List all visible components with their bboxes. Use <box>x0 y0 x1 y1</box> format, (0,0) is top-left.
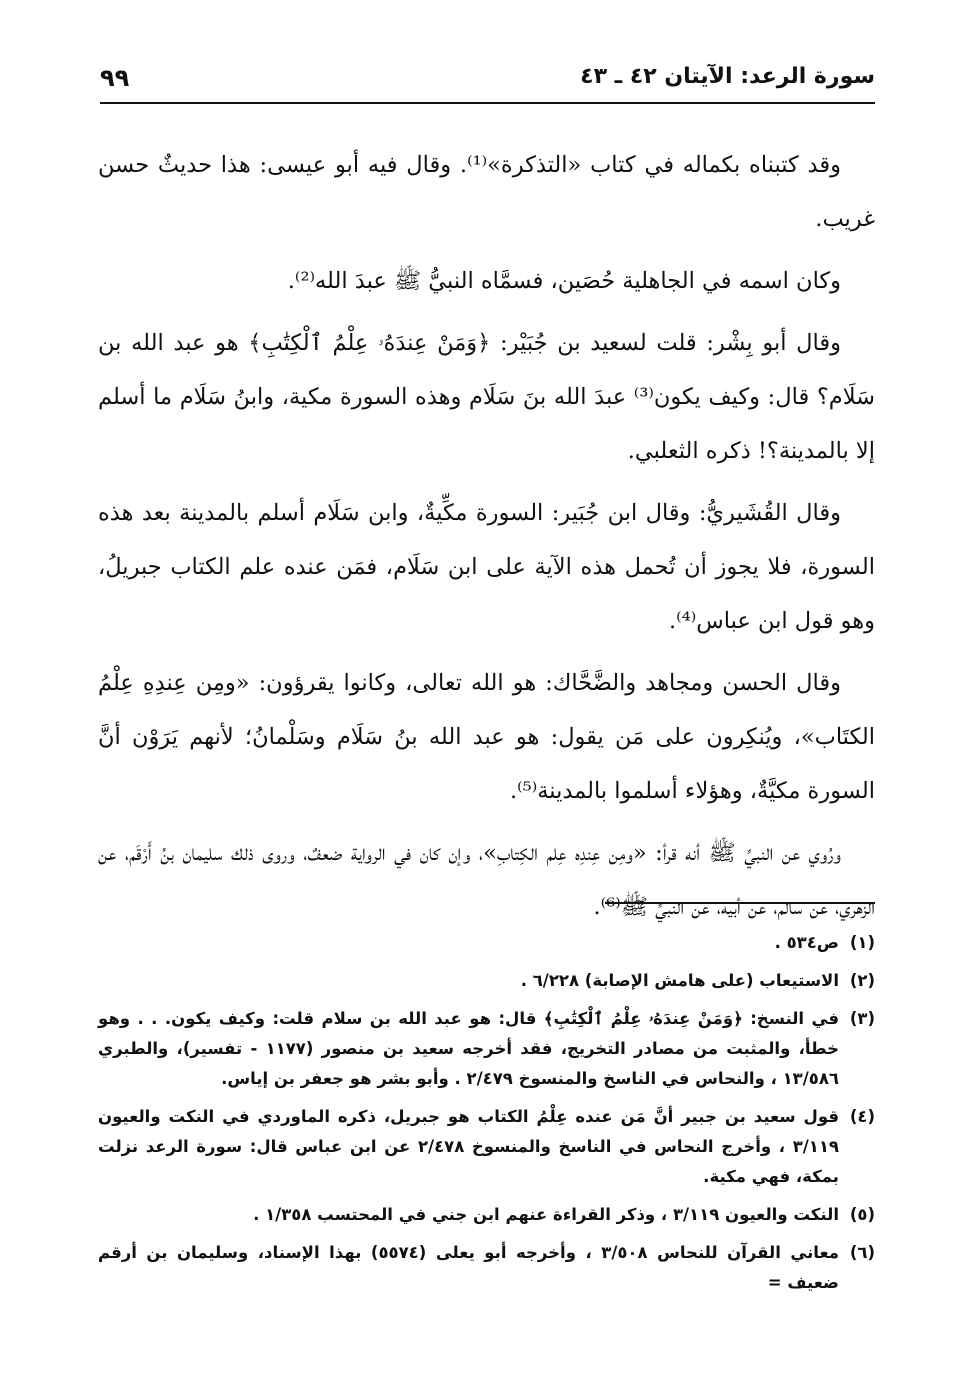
footnote-number: (١) <box>849 933 875 952</box>
paragraph: وقال أبو بِشْر: قلت لسعيد بن جُبَيْر: ﴿وَمَنْ عِندَهُۥ عِلْمُ ٱلْكِتَٰبِ﴾ هو عبد الله بن سَلَام؟ قال: وكيف يكون⁽³⁾ عبدَ الله بنَ سَلَام وهذه السورة مكية، وابنُ سَلَام ما أسلم إلا بالمدينة؟! ذكره الثعلبي. <box>98 330 876 464</box>
footnote-text: الاستيعاب (على هامش الإصابة) ٦/٢٢٨ . <box>520 971 839 990</box>
paragraph: ورُوي عن النبيِّ ﷺ أنه قرأ: «ومِن عِندِه عِلم الكِتابِ»، وإن كان في الرواية ضعفٌ، وروى ذلك سليمان بنُ أَرْقَم، عن الزهري، عن سالم، عن أبيه، عن النبيِّ ﷺ⁽⁶⁾. <box>98 840 875 920</box>
page-header <box>100 62 875 104</box>
footnote-text: في النسخ: ﴿وَمَنْ عِندَهُۥ عِلْمُ ٱلْكِتَٰبِ﴾ قال: هو عبد الله بن سلام قلت: وكيف يكون. . . وهو خطأ، والمثبت من مصادر التخريج، فقد أخرجه سعيد بن منصور (١١٧٧ - تفسير)، والطبري ١٣/٥٨٦ ، والنحاس في الناسخ والمنسوخ ٢/٤٧٩ . وأبو بشر هو جعفر بن إياس. <box>98 1009 839 1088</box>
paragraph: وقد كتبناه بكماله في كتاب «التذكرة»⁽¹⁾. وقال فيه أبو عيسى: هذا حديثٌ حسن غريب. <box>98 152 875 232</box>
footnote-text: النكت والعيون ٣/١١٩ ، وذكر القراءة عنهم ابن جني في المحتسب ١/٣٥٨ . <box>253 1205 839 1224</box>
paragraph: وقال القُشَيريُّ: وقال ابن جُبَير: السورة مكِّيةٌ، وابن سَلَام أسلم بالمدينة بعد هذه السورة، فلا يجوز أن تُحمل هذه الآية على ابن سَلَام، فمَن عنده علم الكتاب جبريلُ، وهو قول ابن عباس⁽⁴⁾. <box>98 500 875 634</box>
footnote <box>98 1200 875 1230</box>
footnote-number: (٤) <box>849 1107 875 1126</box>
footnote-number: (٥) <box>849 1205 875 1224</box>
footnote <box>98 928 875 958</box>
footnote-divider <box>605 902 875 904</box>
footnote <box>98 1238 875 1298</box>
paragraph: وقال الحسن ومجاهد والضَّحَّاك: هو الله تعالى، وكانوا يقرؤون: «ومِن عِندِهِ عِلْمُ الكتَاب»، ويُنكِرون على مَن يقول: هو عبد الله بنُ سَلَام وسَلْمانُ؛ لأنهم يَرَوْن أنَّ السورة مكيَّةٌ، وهؤلاء أسلموا بالمدينة⁽⁵⁾. <box>98 670 875 804</box>
footnote <box>98 1004 875 1094</box>
footnote <box>98 966 875 996</box>
footnote-number: (٢) <box>849 971 875 990</box>
footnote-number: (٣) <box>849 1009 875 1028</box>
paragraph: وكان اسمه في الجاهلية حُصَين، فسمَّاه النبيُّ ﷺ عبدَ الله⁽²⁾. <box>287 268 841 294</box>
main-text <box>98 138 875 942</box>
footnote-text: معاني القرآن للنحاس ٣/٥٠٨ ، وأخرجه أبو يعلى (٥٥٧٤) بهذا الإسناد، وسليمان بن أرقم ضعيف = <box>98 1243 839 1292</box>
footnote-number: (٦) <box>849 1243 875 1262</box>
page-number: ٩٩ <box>100 64 130 92</box>
footnote-text: ص٥٣٤ . <box>774 933 839 952</box>
footnote <box>98 1102 875 1192</box>
footnotes <box>98 928 875 1306</box>
running-title: سورة الرعد: الآيتان ٤٢ ـ ٤٣ <box>580 64 875 89</box>
footnote-text: قول سعيد بن جبير أنَّ مَن عنده عِلْمُ الكتاب هو جبريل، ذكره الماوردي في النكت والعيون ٣/١١٩ ، وأخرج النحاس في الناسخ والمنسوخ ٢/٤٧٨ عن ابن عباس قال: سورة الرعد نزلت بمكة، فهي مكية. <box>98 1107 839 1186</box>
